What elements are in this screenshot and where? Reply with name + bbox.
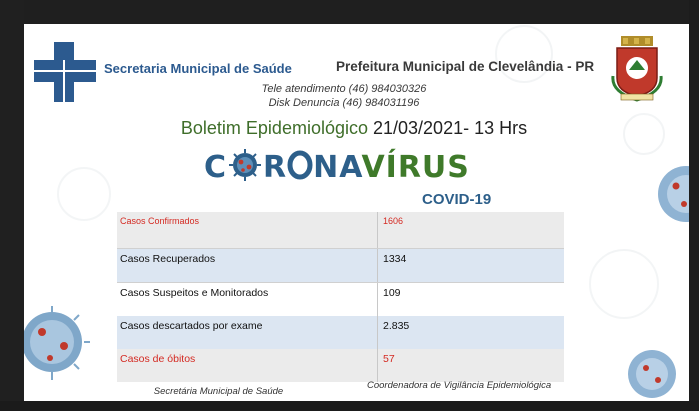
bulletin-card (24, 24, 689, 401)
contact-lines (204, 82, 484, 110)
footer-secretaria-signature: Secretária Municipal de Saúde (117, 383, 320, 401)
coronavirus-banner (204, 148, 514, 212)
coat-of-arms-icon (611, 36, 663, 102)
health-cross-logo (34, 42, 96, 102)
table-row-descartados (117, 316, 564, 350)
column-divider (377, 349, 378, 382)
column-divider (377, 212, 378, 248)
table-row-obitos (117, 349, 564, 382)
window-frame-left (0, 0, 24, 411)
disk-denuncia: Disk Denuncia (46) 984031196 (268, 97, 420, 109)
stat-value: 2.835 (383, 320, 410, 332)
table-row-confirmados (117, 212, 564, 249)
window-frame-bottom (0, 401, 699, 411)
column-divider (377, 283, 378, 316)
bulletin-heading (124, 118, 584, 139)
virus-illustration-left (24, 306, 90, 380)
bulletin-date: 21/03/2021- 13 Hrs (373, 118, 528, 138)
secretaria-title: Secretaria Municipal de Saúde (104, 61, 292, 76)
coronavirus-wordmark (204, 148, 470, 185)
tele-atendimento: Tele atendimento (46) 984030326 (261, 83, 427, 95)
stat-value: 1334 (383, 253, 407, 265)
stat-label: Casos Recuperados (120, 253, 216, 265)
wordmark-o-ring-icon (287, 150, 313, 180)
wordmark-c: C (204, 150, 228, 185)
stat-value: 57 (383, 353, 395, 365)
covid-19-subtitle: COVID-19 (422, 191, 492, 208)
wordmark-na: NA (313, 150, 362, 185)
stat-value: 109 (383, 287, 401, 299)
wordmark-r: R (263, 150, 288, 185)
wordmark-virus: VÍRUS (361, 150, 470, 185)
stat-label: Casos descartados por exame (120, 320, 263, 332)
stat-label: Casos Confirmados (120, 216, 200, 226)
virus-illustration-right (628, 166, 689, 398)
footer-coordenadora-signature: Coordenadora de Vigilância Epidemiológica (367, 380, 552, 391)
column-divider (377, 249, 378, 282)
table-row-recuperados (117, 249, 564, 283)
bulletin-title: Boletim Epidemiológico (180, 118, 368, 138)
virus-o-icon (228, 148, 262, 182)
table-row-suspeitos (117, 283, 564, 317)
prefeitura-title: Prefeitura Municipal de Clevelândia - PR (336, 59, 595, 74)
stat-label: Casos de óbitos (120, 353, 196, 365)
window-frame-top (0, 0, 699, 24)
stat-value: 1606 (383, 216, 404, 226)
stat-label: Casos Suspeitos e Monitorados (120, 287, 269, 299)
window-frame-right (689, 0, 699, 411)
column-divider (377, 316, 378, 349)
stats-table (117, 212, 564, 382)
